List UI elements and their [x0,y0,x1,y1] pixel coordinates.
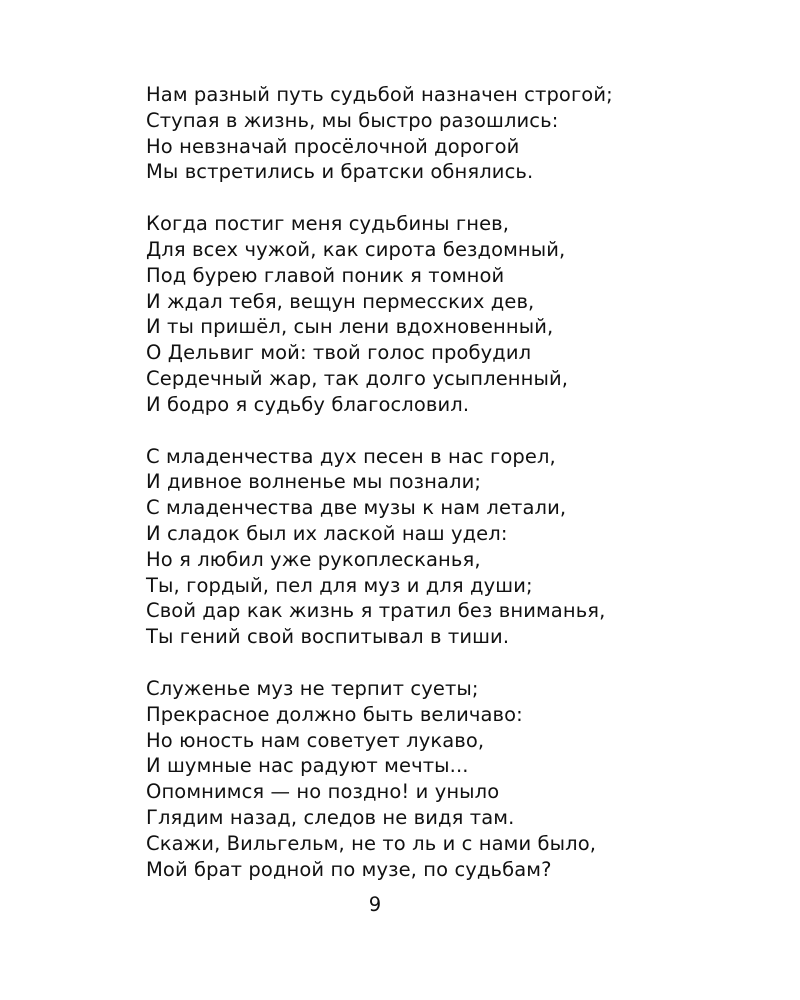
poem-line: С младенчества две музы к нам летали, [146,496,567,520]
poem-line: И ждал тебя, вещун пермесских дев, [146,289,535,313]
poem-line: Глядим назад, следов не видя там. [146,805,515,829]
poem-line: Ты гений свой воспитывал в тиши. [146,625,510,649]
poem-line: Под бурею главой поник я томной [146,263,505,287]
poem-line: О Дельвиг мой: твой голос пробудил [146,341,532,365]
poem-line: Сердечный жар, так долго усыпленный, [146,366,569,390]
poem-line: Нам разный путь судьбой назначен строгой; [146,83,613,106]
poem-line: И шумные нас радуют мечты... [146,754,469,778]
poem-line: И сладок был их лаской наш удел: [146,521,508,545]
poem-line: И дивное волненье мы познали; [146,470,482,494]
poem-line: Опомнимся — но поздно! и уныло [146,780,500,804]
stanza-1 [146,82,766,185]
poem-line: Мой брат родной по музе, по судьбам? [146,857,552,881]
poem-line: Но юность нам советует лукаво, [146,728,485,752]
poem-line: И ты пришёл, сын лени вдохновенный, [146,315,554,339]
poem-line: Свой дар как жизнь я тратил без вниманья, [146,599,606,623]
poem-line: Служенье муз не терпит суеты; [146,676,479,700]
poem-line: Для всех чужой, как сирота бездомный, [146,237,566,261]
stanza-3 [146,444,766,650]
poem-line: Ты, гордый, пел для муз и для души; [146,573,533,597]
page-number: 9 [368,893,382,916]
poem-line: Мы встретились и братски обнялись. [146,160,534,184]
poem-line: Скажи, Вильгельм, не то ль и с нами было, [146,831,597,855]
poem-line: Но невзначай просёлочной дорогой [146,134,520,158]
poem-line: И бодро я судьбу благословил. [146,392,470,416]
poem-line: С младенчества дух песен в нас горел, [146,444,556,468]
stanza-2 [146,211,766,417]
poem-line: Когда постиг меня судьбины гнев, [146,212,510,236]
stanza-4 [146,676,766,882]
poem-line: Но я любил уже рукоплесканья, [146,547,481,571]
poem-line: Прекрасное должно быть величаво: [146,702,523,726]
poem-text [146,82,766,908]
poem-line: Ступая в жизнь, мы быстро разошлись: [146,108,559,132]
